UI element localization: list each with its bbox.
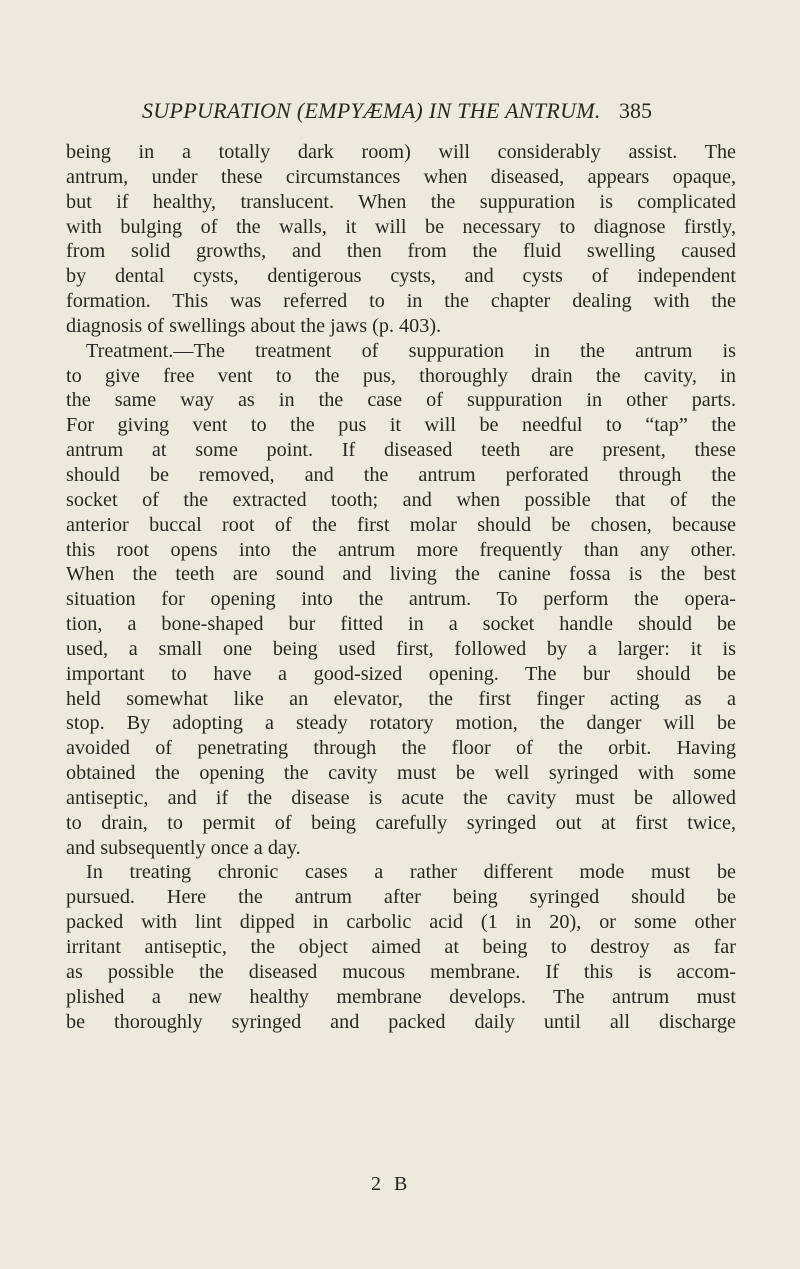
text-line: pursued. Here the antrum after being syringed should be — [66, 886, 736, 909]
text-line: antrum, under these circumstances when diseased, appears opaque, — [66, 165, 736, 188]
text-line: antiseptic, and if the disease is acute the cavity must be allowed — [66, 786, 736, 809]
running-head — [142, 98, 652, 126]
text-line: this root opens into the antrum more frequently than any other. — [66, 538, 736, 561]
text-line: be thoroughly syringed and packed daily until all discharge — [66, 1010, 736, 1033]
text-line: diagnosis of swellings about the jaws (p. 403). — [66, 314, 442, 337]
text-line: socket of the extracted tooth; and when possible that of the — [66, 488, 736, 511]
text-line: anterior buccal root of the first molar should be chosen, because — [66, 513, 736, 536]
text-line: irritant antiseptic, the object aimed at being to destroy as far — [66, 936, 736, 958]
page-number: 385 — [619, 98, 652, 123]
text-line: antrum at some point. If diseased teeth are present, these — [66, 439, 736, 462]
text-line: and subsequently once a day. — [66, 836, 301, 859]
text-line: important to have a good-sized opening. The bur should be — [66, 662, 736, 685]
text-line: In treating chronic cases a rather different mode must be — [86, 861, 736, 884]
text-line: tion, a bone-shaped bur fitted in a socket handle should be — [66, 613, 736, 636]
text-line: but if healthy, translucent. When the suppuration is complicated — [66, 190, 736, 213]
text-line: from solid growths, and then from the fluid swelling caused — [66, 240, 736, 263]
text-line: by dental cysts, dentigerous cysts, and cysts of independent — [66, 265, 736, 288]
text-line: packed with lint dipped in carbolic acid (1 in 20), or some other — [66, 911, 736, 934]
text-line: to give free vent to the pus, thoroughly drain the cavity, in — [66, 364, 736, 387]
text-line: held somewhat like an elevator, the first finger acting as a — [66, 687, 736, 710]
text-line: should be removed, and the antrum perforated through the — [66, 463, 736, 486]
body-text — [66, 140, 736, 1034]
text-line: as possible the diseased mucous membrane. If this is accom- — [66, 960, 736, 983]
text-line: For giving vent to the pus it will be needful to “tap” the — [66, 414, 736, 437]
text-line: When the teeth are sound and living the canine fossa is the best — [66, 563, 736, 586]
text-line: to drain, to permit of being carefully syringed out at first twice, — [66, 811, 736, 834]
signature-mark: 2 B — [371, 1173, 412, 1195]
text-line: with bulging of the walls, it will be necessary to diagnose firstly, — [66, 215, 736, 238]
text-line: stop. By adopting a steady rotatory motion, the danger will be — [66, 712, 736, 735]
text-line: formation. This was referred to in the chapter dealing with the — [66, 290, 736, 313]
text-line: plished a new healthy membrane develops. The antrum must — [66, 985, 736, 1008]
text-line: the same way as in the case of suppuration in other parts. — [66, 389, 736, 412]
running-title: SUPPURATION (EMPYÆMA) IN THE ANTRUM. — [142, 98, 601, 123]
text-line: situation for opening into the antrum. To perform the opera- — [66, 588, 736, 611]
text-line: being in a totally dark room) will considerably assist. The — [66, 141, 736, 163]
text-line: avoided of penetrating through the floor of the orbit. Having — [66, 737, 736, 760]
treatment-line: Treatment.—The treatment of suppuration in the antrum is — [86, 339, 736, 362]
text-line: used, a small one being used first, followed by a larger: it is — [66, 637, 736, 660]
text-line: obtained the opening the cavity must be well syringed with some — [66, 762, 736, 785]
